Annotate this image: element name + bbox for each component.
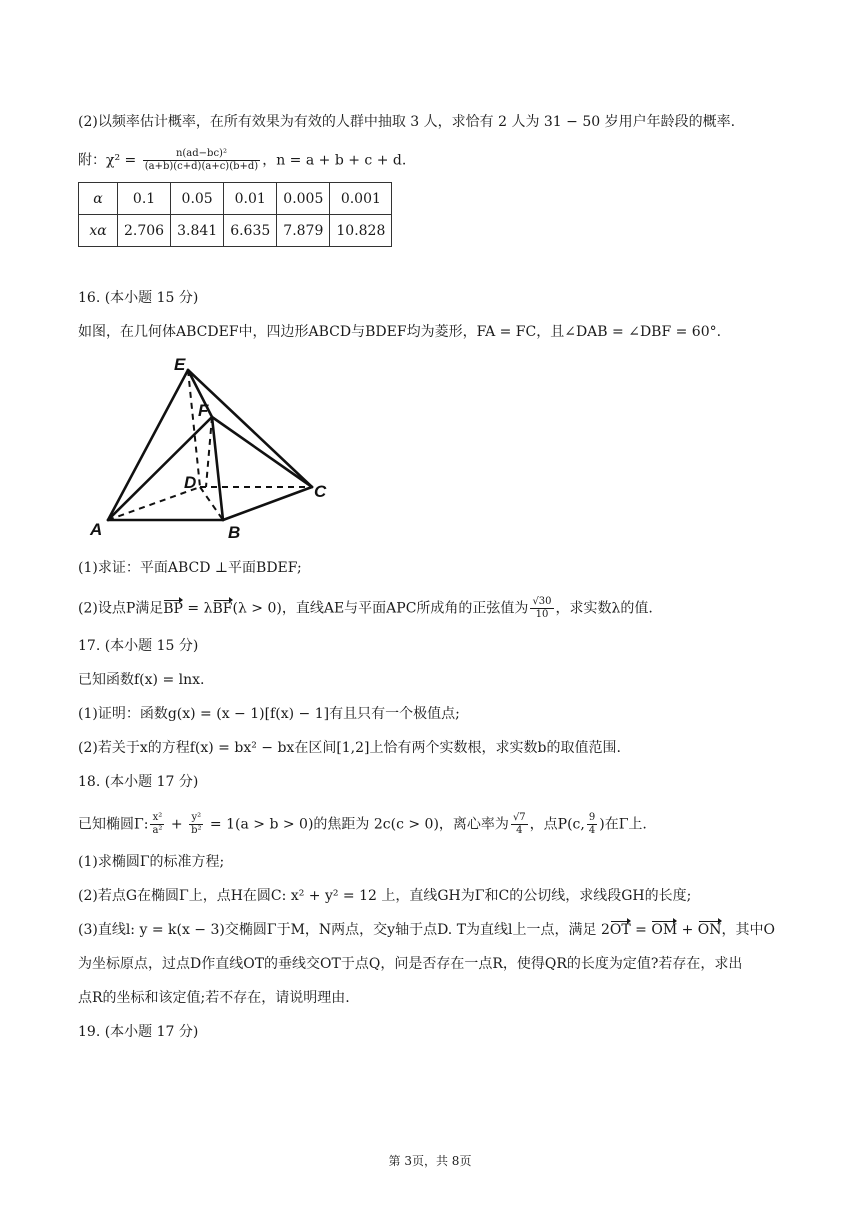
y2-numerator: y² (189, 812, 203, 825)
edge-BC (223, 487, 312, 520)
x2-numerator: x² (150, 812, 164, 825)
q16-stem: 如图，在几何体ABCDEF中，四边形ABCD与BDEF均为菱形，FA = FC，且∠DAB = ∠DBF = 60°. (78, 324, 722, 340)
q18-stem-text-a: 已知椭圆Γ: (78, 816, 149, 833)
alpha-label: α (79, 183, 118, 215)
q16-part1: (1)求证：平面ABCD ⊥平面BDEF; (78, 560, 302, 576)
q16-part2-text-b: = λ (182, 600, 213, 617)
q18-part1: (1)求椭圆Γ的标准方程; (78, 854, 225, 870)
q18-part3-text-a: (3)直线l: y = k(x − 3)交椭圆Γ于M，N两点，交y轴于点D. T为直线l上一点，满足 2 (78, 922, 610, 938)
plus-sign: + (166, 816, 188, 833)
point-y-fraction (587, 812, 597, 837)
edge-FC (212, 417, 312, 487)
q18-part3-text-b: ，其中O (721, 922, 776, 938)
equals-sign: = (630, 922, 652, 938)
x2-denominator: a² (152, 825, 163, 836)
formula-denominator: (a+b)(c+d)(a+c)(b+d) (144, 161, 259, 172)
q16-part2-text-c: (λ > 0)，直线AE与平面APC所成角的正弦值为 (232, 600, 529, 617)
q16-part2-text-d: ，求实数λ的值. (555, 600, 653, 617)
table-row (79, 183, 392, 215)
vector-OT: OT (609, 922, 631, 938)
q16-part2-text-a: (2)设点P满足 (78, 600, 164, 617)
y2-fraction (189, 812, 203, 837)
table-cell: 2.706 (118, 215, 171, 247)
q18-stem-text-d: )在Γ上. (599, 816, 647, 833)
table-row (79, 215, 392, 247)
table-cell: 7.879 (277, 215, 330, 247)
q17-part1: (1)证明：函数g(x) = (x − 1)[f(x) − 1]有且只有一个极值点; (78, 706, 460, 722)
formula-numerator: n(ad−bc)² (143, 148, 260, 161)
table-cell: 3.841 (171, 215, 224, 247)
edge-F-foot (206, 417, 212, 487)
q18-part2: (2)若点G在椭圆Γ上，点H在圆C: x² + y² = 12 上，直线GH为Γ和C的公切线，求线段GH的长度; (78, 888, 692, 904)
eccentricity-numerator: √7 (512, 812, 526, 823)
q16-header: 16. (本小题 15 分) (78, 290, 199, 306)
edge-EA (108, 370, 188, 520)
vertex-label-F: F (198, 401, 209, 420)
vertex-label-B: B (228, 523, 241, 542)
geometry-figure (88, 352, 340, 542)
chi-square-formula (78, 148, 406, 173)
formula-prefix: 附：χ² = (78, 152, 141, 169)
table-cell: 0.01 (224, 183, 277, 215)
sine-numerator: √30 (532, 596, 552, 607)
q17-part2: (2)若关于x的方程f(x) = bx² − bx在区间[1,2]上恰有两个实数根，求实数b的取值范围. (78, 740, 621, 756)
q18-part3-line2: 为坐标原点，过点D作直线OT的垂线交OT于点Q，问是否存在一点R，使得QR的长度为定值?若存在，求出 (78, 956, 743, 972)
x-label: xα (79, 215, 118, 247)
edge-EC (188, 370, 312, 487)
q18-stem-text-c: ，点P(c, (529, 816, 585, 833)
formula-suffix: ，n = a + b + c + d. (262, 152, 407, 169)
vertex-label-C: C (314, 482, 327, 501)
vector-BP: BP (163, 600, 183, 617)
q18-stem-text-b: = 1(a > b > 0)的焦距为 2c(c > 0)，离心率为 (205, 816, 509, 833)
table-cell: 0.005 (277, 183, 330, 215)
table-cell: 10.828 (330, 215, 392, 247)
q15-part2: (2)以频率估计概率，在所有效果为有效的人群中抽取 3 人，求恰有 2 人为 31 − 50 岁用户年龄段的概率. (78, 114, 736, 130)
vertex-label-E: E (174, 355, 186, 374)
x2-fraction (150, 812, 164, 837)
q17-stem: 已知函数f(x) = lnx. (78, 672, 205, 688)
q16-part2 (78, 596, 653, 621)
q18-part3-line3: 点R的坐标和该定值;若不存在，请说明理由. (78, 990, 350, 1006)
vertex-label-D: D (184, 473, 197, 492)
table-cell: 0.1 (118, 183, 171, 215)
y2-denominator: b² (191, 825, 202, 836)
sine-fraction (530, 596, 553, 621)
vector-OM: OM (651, 922, 678, 938)
table-cell: 6.635 (224, 215, 277, 247)
vector-BF: BF (212, 600, 233, 617)
table-cell: 0.001 (330, 183, 392, 215)
edge-FA (108, 417, 212, 520)
q18-stem (78, 812, 647, 837)
vertex-label-A: A (90, 520, 103, 539)
q18-header: 18. (本小题 17 分) (78, 774, 199, 790)
sine-denominator: 10 (535, 609, 549, 620)
point-y-numerator: 9 (588, 812, 596, 823)
edge-FB (212, 417, 223, 520)
q19-header: 19. (本小题 17 分) (78, 1024, 199, 1040)
formula-fraction (143, 148, 260, 173)
eccentricity-denominator: 4 (516, 825, 523, 836)
critical-value-table (78, 182, 392, 247)
point-y-denominator: 4 (588, 825, 596, 836)
table-cell: 0.05 (171, 183, 224, 215)
page-footer: 第 3页，共 8页 (388, 1154, 472, 1168)
q17-header: 17. (本小题 15 分) (78, 638, 199, 654)
plus-sign-2: + (677, 922, 698, 938)
vector-ON: ON (697, 922, 722, 938)
q18-part3 (78, 920, 775, 940)
eccentricity-fraction (511, 812, 528, 837)
